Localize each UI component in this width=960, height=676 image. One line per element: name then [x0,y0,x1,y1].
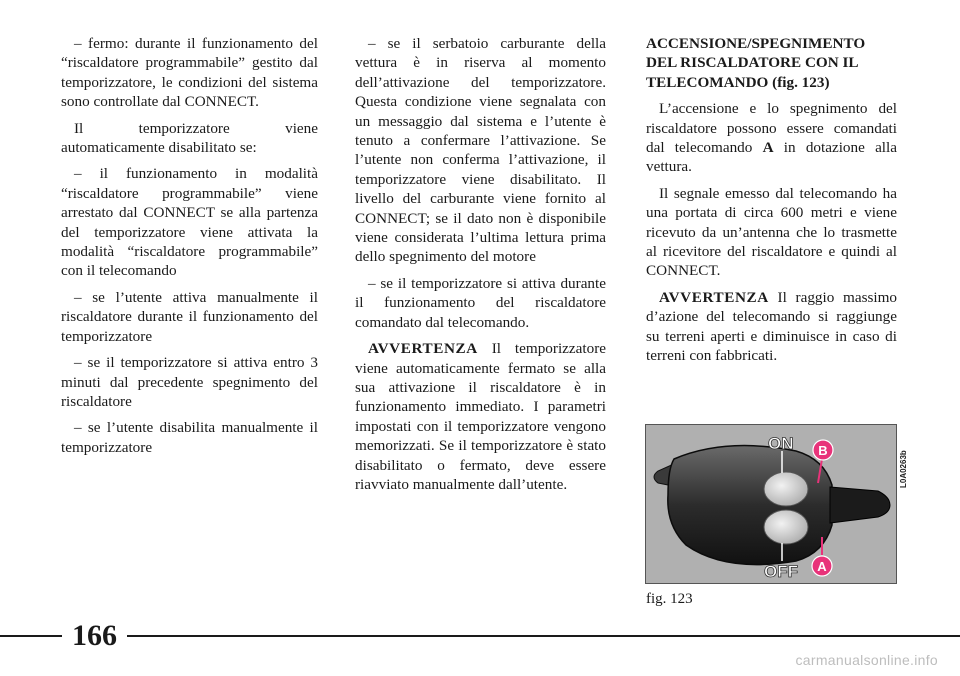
off-label: OFF [764,562,798,581]
warning-text: Il temporizzatore viene automaticamente fermato se alla sua attivazione il riscaldatore è in funzionamento immediato. I parametri impostati con il temporizzatore vengono memorizzati. Se il temporizzatore è stato disabilitato o fermato, deve essere riavviato manualmente dall’utente. [355,340,606,493]
paragraph: – se il temporizzatore si attiva entro 3 minuti dal precedente spegnimento del riscaldatore [61,354,318,410]
text-run: L’accensione e lo spegnimento del riscaldatore possono essere comandati dal telecomando [646,100,897,157]
callout-b-text: B [818,443,828,458]
callout-a-text: A [817,559,827,574]
paragraph: – se il temporizzatore si attiva durante il funzionamento del riscaldatore comandato dal telecomando. [355,274,606,331]
remote-control-figure [645,424,897,584]
paragraph: Il temporizzatore viene automaticamente disabilitato se: [61,119,318,157]
figure-code: L0A0263b [899,450,908,488]
paragraph: – il funzionamento in modalità “riscaldatore programmabile” viene arrestato dal CONNECT se alla partenza del temporizzatore viene attivata la modalità “riscaldatore programmabile” con il telecomando [61,165,318,280]
footer-rule [0,635,960,637]
remote-body [668,446,832,565]
warning-paragraph [646,288,897,366]
remote-nose [830,487,890,523]
warning-label: AVVERTENZA [368,340,478,358]
paragraph [646,99,897,177]
text-column-middle [355,34,606,501]
off-button [764,510,808,544]
paragraph: – se l’utente disabilita manualmente il temporizzatore [61,419,318,456]
page-number: 166 [62,617,127,655]
text-column-left [61,34,318,464]
paragraph: – fermo: durante il funzionamento del “riscaldatore programmabile” gestito dal temporizzatore, le condizioni del sistema sono controllate dal CONNECT. [61,35,318,111]
remote-control-illustration [646,425,896,583]
section-heading: ACCENSIONE/SPEGNIMENTO DEL RISCALDATORE CON IL TELECOMANDO (fig. 123) [646,35,866,91]
paragraph: Il segnale emesso dal telecomando ha una portata di circa 600 metri e viene ricevuto da un’antenna che lo trasmette al ricevitore del riscaldatore e quindi al CONNECT. [646,184,897,280]
on-button [764,472,808,506]
warning-text: Il raggio massimo d’azione del telecomando si raggiunge su terreni aperti e diminuisce in caso di terreni con fabbricati. [646,288,898,365]
paragraph: – se l’utente attiva manualmente il riscaldatore durante il funzionamento del temporizzatore [61,288,318,345]
warning-paragraph [355,339,606,494]
bold-ref: A [762,139,774,157]
text-column-right [646,34,897,373]
on-label: ON [768,434,794,453]
warning-label: AVVERTENZA [659,288,769,306]
text-run: in dotazione alla vettura. [646,139,897,176]
paragraph: – se il serbatoio carburante della vettura è in riserva al momento dell’attivazione del temporizzatore. Questa condizione viene segnalata con un messaggio dal sistema e l’utente è tenuto a confermare l’attivazione. Se l’utente non conferma l’attivazione, il temporizzatore viene disabilitato. Il livello del carburante viene fornito al CONNECT; se il dato non è disponibile viene considerata l’ultima lettura prima dello spegnimento del motore [355,35,606,266]
figure-caption: fig. 123 [646,591,693,607]
watermark: carmanualsonline.info [795,652,938,668]
